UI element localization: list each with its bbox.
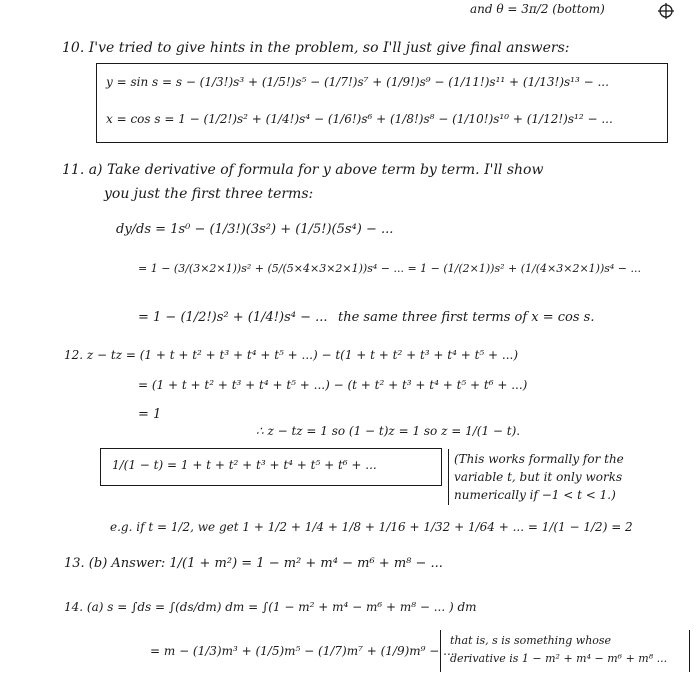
p11-derivative-line1: dy/ds = 1s⁰ − (1/3!)(3s²) + (1/5!)(5s⁴) − ...: [116, 222, 394, 237]
p11-derivative-line3: = 1 − (1/2!)s² + (1/4!)s⁴ − ...: [138, 310, 328, 325]
p12-line1: 12. z − tz = (1 + t + t² + t³ + t⁴ + t⁵ + ...) − t(1 + t + t² + t³ + t⁴ + t⁵ + ...): [64, 348, 519, 362]
p11-conclusion: the same three first terms of x = cos s.: [338, 310, 595, 325]
p12-note-line1: (This works formally for the: [454, 452, 624, 466]
p12-example: e.g. if t = 1/2, we get 1 + 1/2 + 1/4 + 1/8 + 1/16 + 1/32 + 1/64 + ... = 1/(1 − 1/2) = 2: [110, 520, 633, 534]
p12-line3: = 1: [138, 407, 162, 422]
p12-line4: ∴ z − tz = 1 so (1 − t)z = 1 so z = 1/(1 − t).: [256, 424, 521, 438]
p10-y-series: y = sin s = s − (1/3!)s³ + (1/5!)s⁵ − (1/7!)s⁷ + (1/9!)s⁹ − (1/11!)s¹¹ + (1/13!)s¹³ − ...: [106, 75, 609, 89]
p11-intro-line1: 11. a) Take derivative of formula for y above term by term. I'll show: [62, 162, 544, 178]
p12-line2: = (1 + t + t² + t³ + t⁴ + t⁵ + ...) − (t + t² + t³ + t⁴ + t⁵ + t⁶ + ...): [138, 378, 528, 392]
p10-intro: 10. I've tried to give hints in the problem, so I'll just give final answers:: [62, 40, 570, 56]
p13-answer: 13. (b) Answer: 1/(1 + m²) = 1 − m² + m⁴ − m⁶ + m⁸ − ...: [64, 556, 443, 571]
header-note: and θ = 3π/2 (bottom): [470, 2, 605, 16]
p12-note-bracket: [448, 449, 449, 505]
p12-geometric-series: 1/(1 − t) = 1 + t + t² + t³ + t⁴ + t⁵ + t⁶ + ...: [112, 458, 377, 472]
p14-note-line2: derivative is 1 − m² + m⁴ − m⁶ + m⁸ ...: [450, 652, 668, 665]
p14-line2: = m − (1/3)m³ + (1/5)m⁵ − (1/7)m⁷ + (1/9)m⁹ − ...: [150, 644, 455, 658]
p12-note-line3: numerically if −1 < t < 1.): [454, 488, 616, 502]
p14-line1: 14. (a) s = ∫ds = ∫(ds/dm) dm = ∫(1 − m² + m⁴ − m⁶ + m⁸ − ... ) dm: [64, 600, 477, 614]
p11-intro-line2: you just the first three terms:: [104, 186, 314, 202]
crosshair-icon: [658, 3, 674, 19]
p12-note-line2: variable t, but it only works: [454, 470, 623, 484]
p11-derivative-line2: = 1 − (3/(3×2×1))s² + (5/(5×4×3×2×1))s⁴ − ... = 1 − (1/(2×1))s² + (1/(4×3×2×1))s⁴ − ...: [138, 262, 642, 275]
p10-x-series: x = cos s = 1 − (1/2!)s² + (1/4!)s⁴ − (1/6!)s⁶ + (1/8!)s⁸ − (1/10!)s¹⁰ + (1/12!)s¹² − ...: [106, 112, 613, 126]
p14-note-line1: that is, s is something whose: [450, 634, 612, 647]
